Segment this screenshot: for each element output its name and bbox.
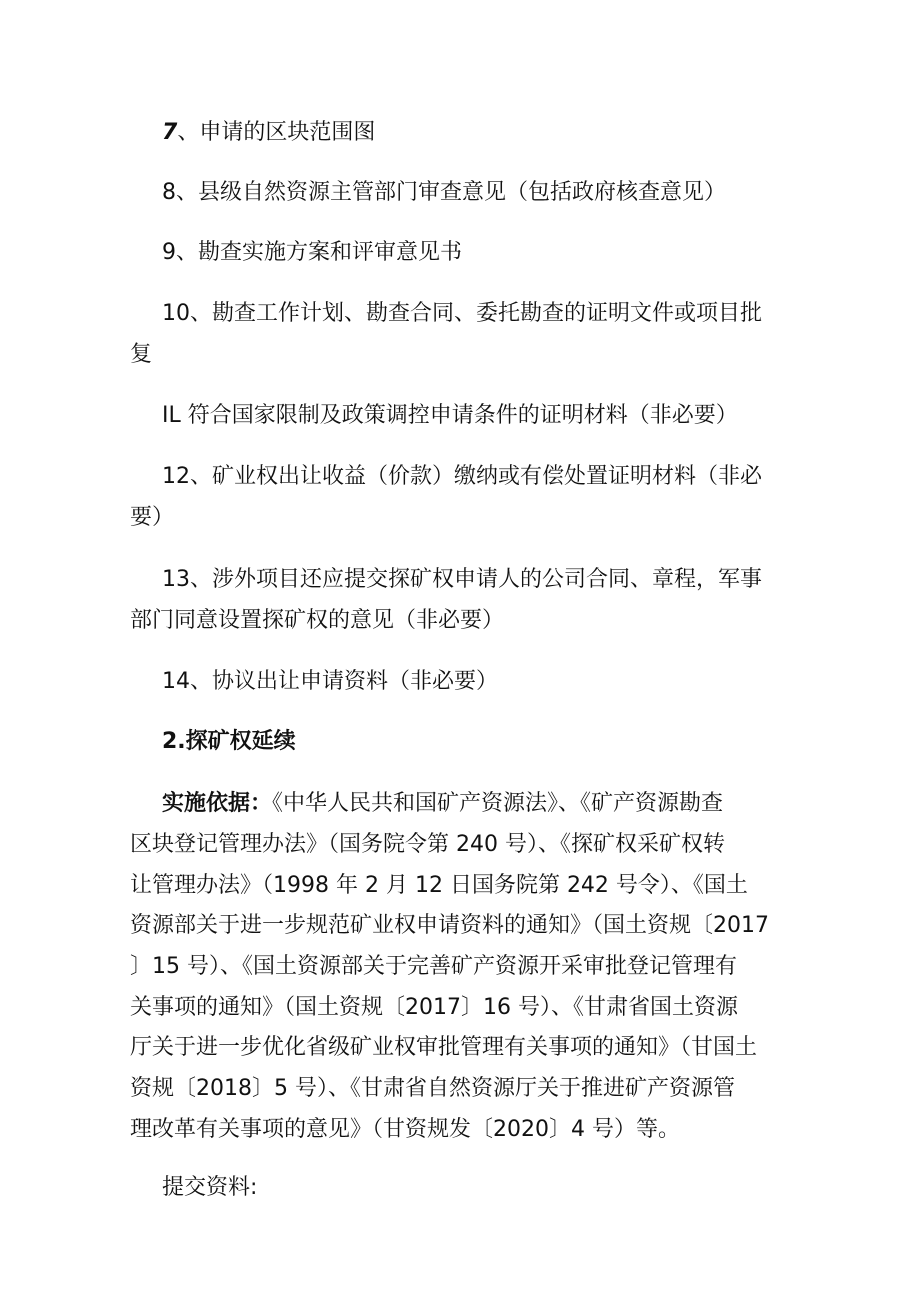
basis-line-6: 关事项的通知》（国土资规〔2017〕16 号）、《甘肃省国土资源 — [130, 995, 738, 1020]
section-heading: 2.探矿权延续 — [162, 729, 296, 754]
item-12-line-1: 12、矿业权出让收益（价款）缴纳或有偿处置证明材料（非必 — [162, 464, 762, 489]
item-8: 8、县级自然资源主管部门审查意见（包括政府核查意见） — [162, 180, 726, 205]
item-13-line-1: 13、涉外项目还应提交探矿权申请人的公司合同、章程，军事 — [162, 567, 762, 592]
basis-label: 实施依据： — [162, 791, 273, 816]
item-7-number: 7 — [162, 120, 178, 145]
item-10-line-1: 10、勘查工作计划、勘查合同、委托勘查的证明文件或项目批 — [162, 301, 762, 326]
item-7 — [162, 114, 827, 151]
item-9: 9、勘查实施方案和评审意见书 — [162, 240, 462, 265]
basis-text-1: 《中华人民共和国矿产资源法》、《矿产资源勘查 — [272, 791, 724, 816]
item-13-line-2: 部门同意设置探矿权的意见（非必要） — [130, 608, 505, 633]
item-12-line-2: 要） — [130, 505, 175, 530]
item-10-line-2: 复 — [130, 342, 153, 367]
basis-line-3: 让管理办法》（1998 年 2 月 12 日国务院第 242 号令）、《国土 — [130, 873, 748, 898]
basis-line-5: 〕15 号）、《国土资源部关于完善矿产资源开采审批登记管理有 — [130, 954, 737, 979]
basis-line-1 — [162, 785, 827, 822]
basis-line-4: 资源部关于进一步规范矿业权申请资料的通知》（国土资规〔2017 — [130, 913, 769, 938]
item-11: IL 符合国家限制及政策调控申请条件的证明材料（非必要） — [162, 403, 738, 428]
item-7-text: 、申请的区块范围图 — [177, 120, 376, 145]
item-14: 14、协议出让申请资料（非必要） — [162, 669, 498, 694]
basis-line-9: 理改革有关事项的意见》（甘资规发〔2020〕4 号）等。 — [130, 1117, 680, 1142]
basis-line-8: 资规〔2018〕5 号）、《甘肃省自然资源厅关于推进矿产资源管 — [130, 1076, 735, 1101]
basis-line-2: 区块登记管理办法》（国务院令第 240 号）、《探矿权采矿权转 — [130, 832, 725, 857]
basis-line-7: 厅关于进一步优化省级矿业权审批管理有关事项的通知》（甘国土 — [130, 1035, 758, 1060]
submit-label: 提交资料: — [162, 1175, 258, 1200]
